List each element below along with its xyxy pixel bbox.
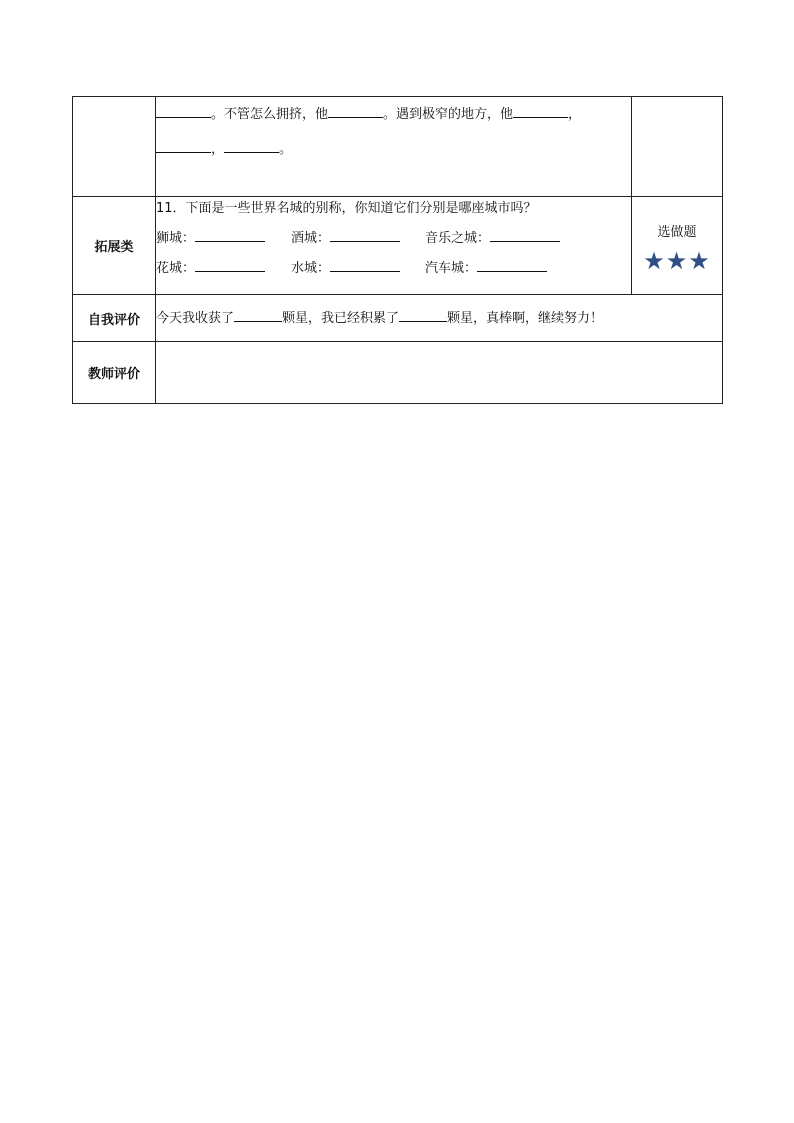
self-eval-row xyxy=(73,295,723,342)
city-item xyxy=(291,228,425,248)
city-item xyxy=(156,258,291,278)
answer-blank[interactable] xyxy=(328,104,383,118)
answer-blank[interactable] xyxy=(399,308,447,322)
continuation-row xyxy=(73,97,723,197)
text-fragment: ， xyxy=(211,142,225,157)
optional-label: 选做题 xyxy=(657,225,697,240)
answer-blank[interactable] xyxy=(195,258,265,272)
city-item xyxy=(425,228,560,248)
city-item xyxy=(425,258,547,278)
city-item xyxy=(156,228,291,248)
worksheet-table xyxy=(72,96,723,404)
text-fragment: ， xyxy=(568,107,582,122)
text-fragment: 。不管怎么拥挤，他 xyxy=(211,107,329,122)
text-fragment: 今天我收获了 xyxy=(156,311,235,326)
text-fragment: 颗星，我已经积累了 xyxy=(282,311,400,326)
teacher-eval-content[interactable] xyxy=(156,342,723,404)
continuation-line-2 xyxy=(156,139,631,159)
answer-blank[interactable] xyxy=(224,139,279,153)
continuation-label-cell xyxy=(73,97,156,197)
text-fragment: 。遇到极窄的地方，他 xyxy=(383,107,514,122)
city-label: 花城： xyxy=(156,261,196,276)
self-eval-line xyxy=(156,308,722,328)
extension-content xyxy=(156,197,632,295)
city-row-2 xyxy=(156,258,631,278)
answer-blank[interactable] xyxy=(156,139,211,153)
text-fragment: 颗星，真棒啊，继续努力！ xyxy=(447,311,604,326)
answer-blank[interactable] xyxy=(490,228,560,242)
city-row-1 xyxy=(156,228,631,248)
answer-blank[interactable] xyxy=(156,104,211,118)
answer-blank[interactable] xyxy=(330,228,400,242)
answer-blank[interactable] xyxy=(330,258,400,272)
extension-row xyxy=(73,197,723,295)
continuation-side-cell xyxy=(632,97,723,197)
answer-blank[interactable] xyxy=(477,258,547,272)
star-rating-icon: ★★★ xyxy=(643,247,711,275)
self-eval-label: 自我评价 xyxy=(73,295,156,342)
city-label: 酒城： xyxy=(291,231,331,246)
self-eval-content xyxy=(156,295,723,342)
teacher-eval-row xyxy=(73,342,723,404)
text-fragment: 。 xyxy=(279,142,293,157)
continuation-content xyxy=(156,97,632,197)
city-label: 音乐之城： xyxy=(425,231,491,246)
city-label: 水城： xyxy=(291,261,331,276)
city-label: 汽车城： xyxy=(425,261,478,276)
optional-side-cell xyxy=(632,197,723,295)
extension-question: 11．下面是一些世界名城的别称，你知道它们分别是哪座城市吗？ xyxy=(156,201,537,216)
continuation-line-1 xyxy=(156,104,631,124)
answer-blank[interactable] xyxy=(234,308,282,322)
extension-label: 拓展类 xyxy=(73,197,156,295)
city-label: 狮城： xyxy=(156,231,196,246)
answer-blank[interactable] xyxy=(195,228,265,242)
answer-blank[interactable] xyxy=(513,104,568,118)
city-item xyxy=(291,258,425,278)
teacher-eval-label: 教师评价 xyxy=(73,342,156,404)
